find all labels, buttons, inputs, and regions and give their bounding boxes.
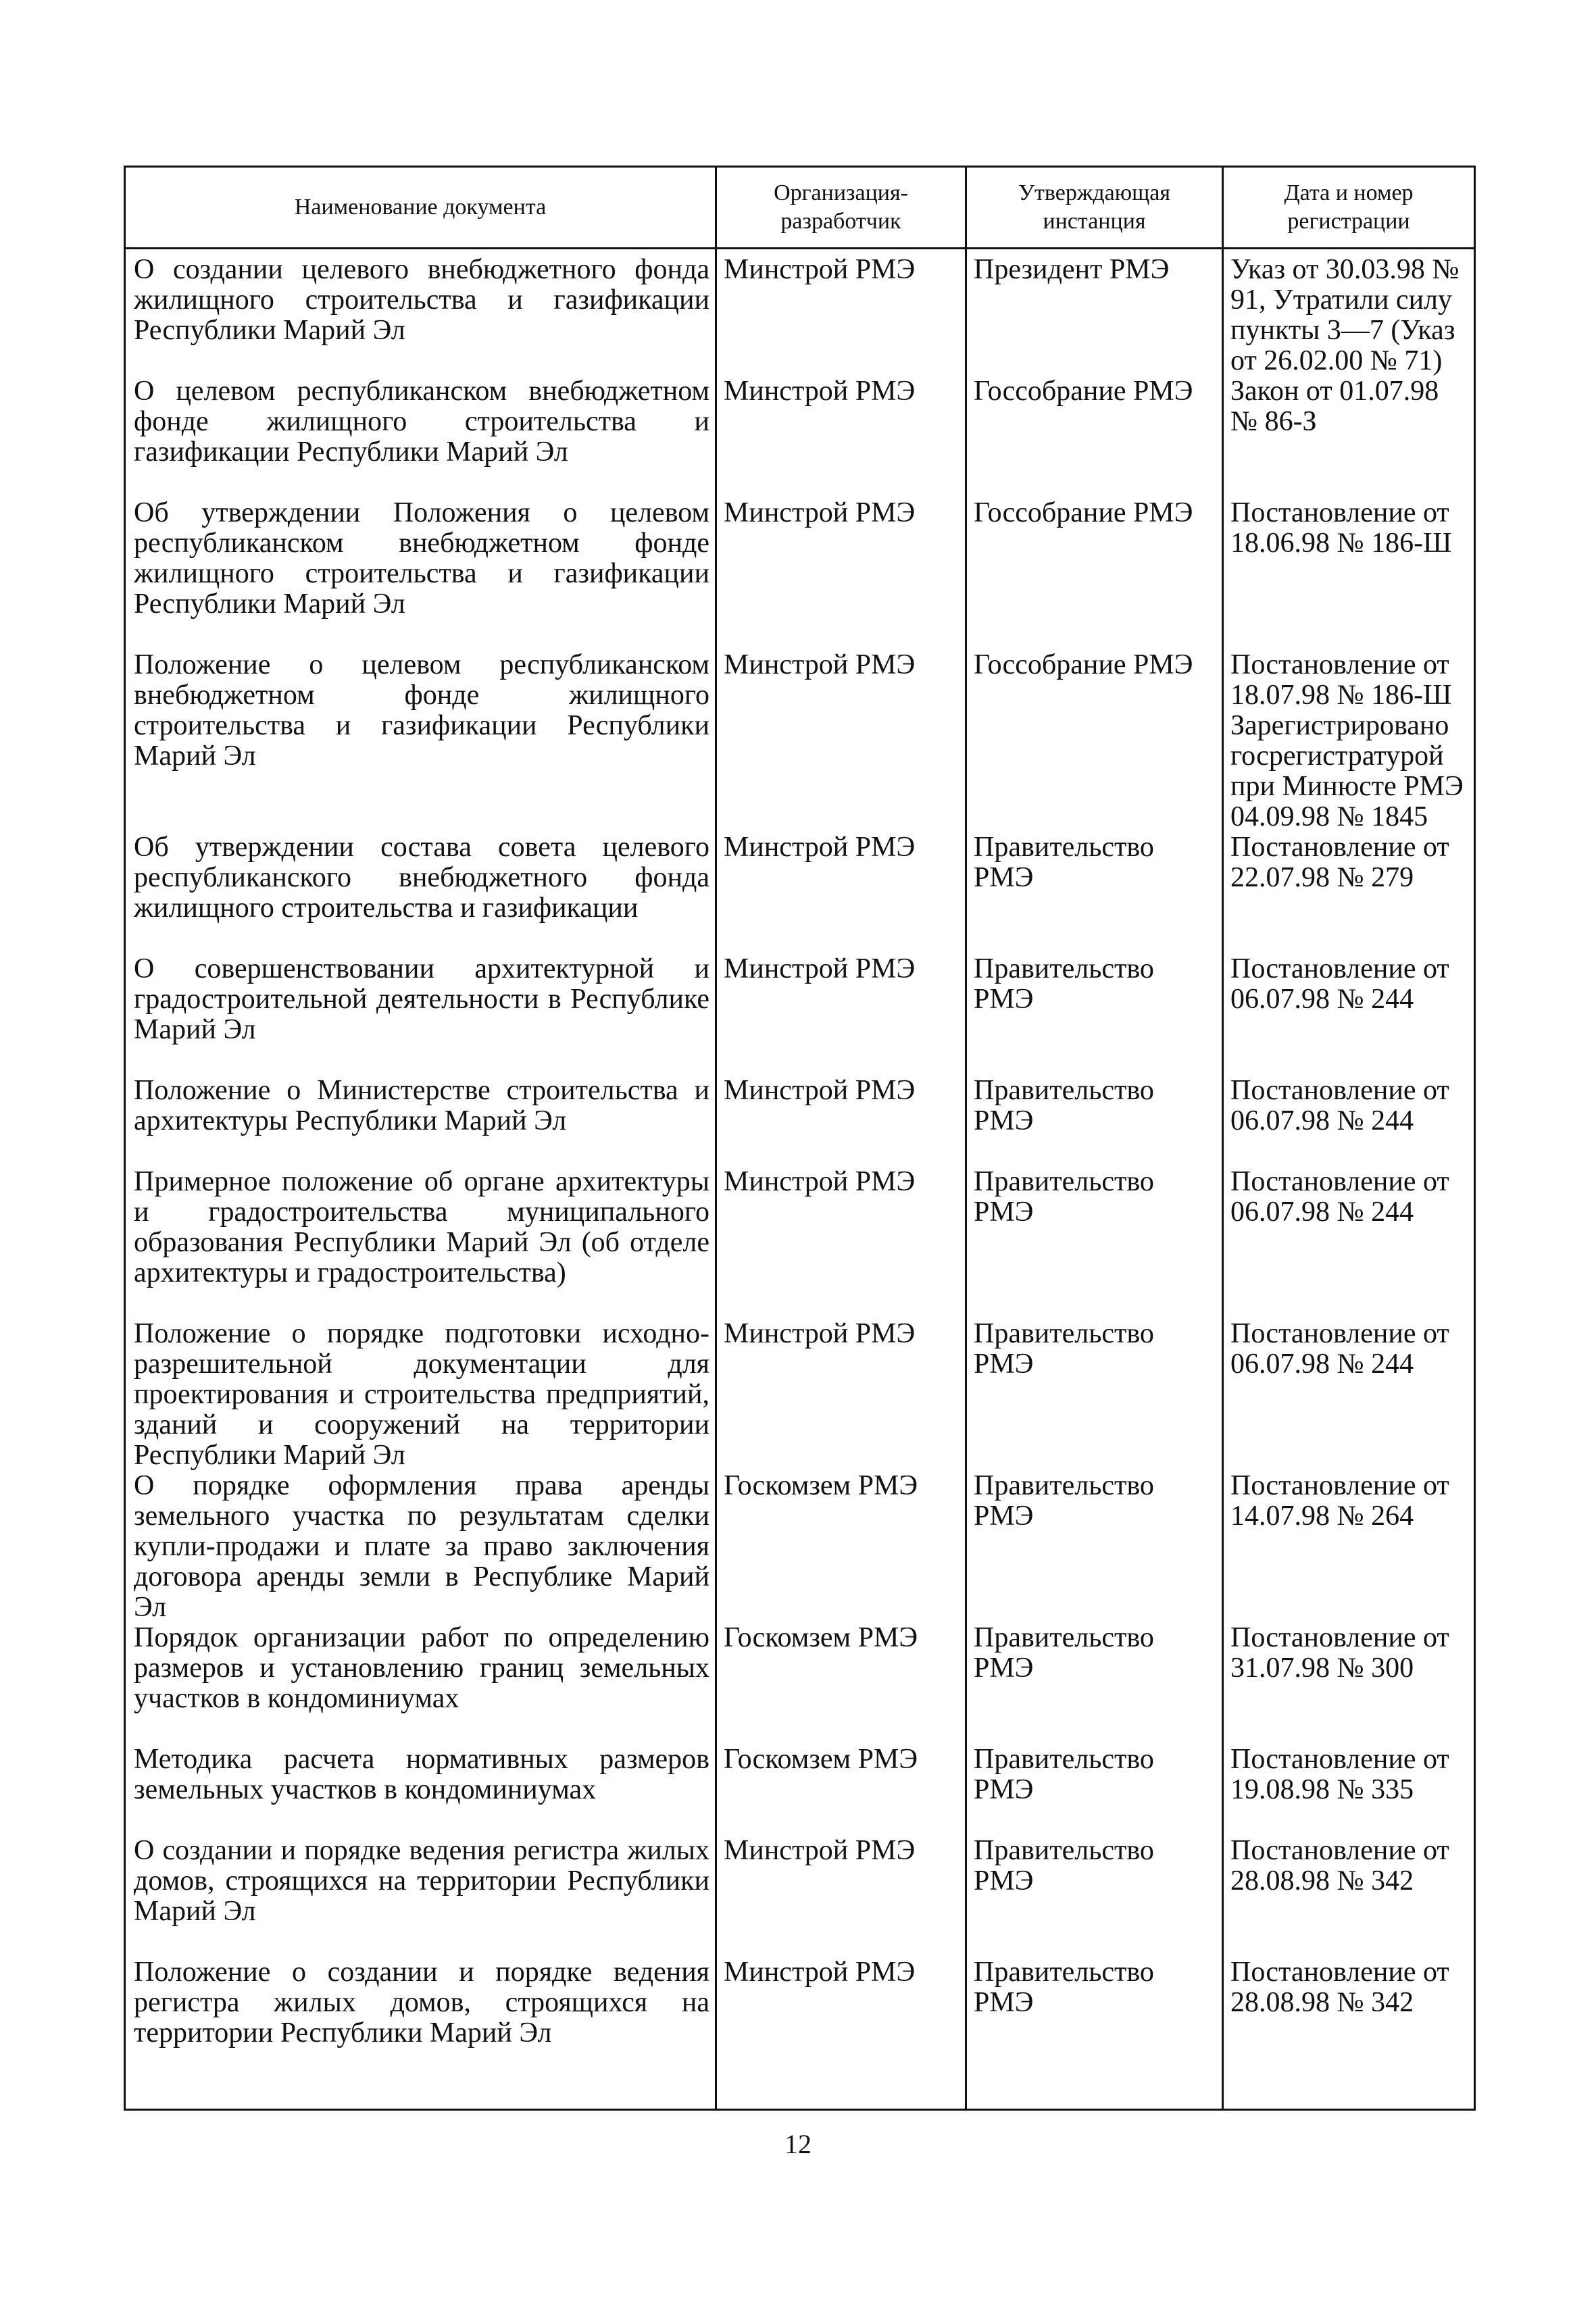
header-document-name: Наименование документа <box>125 167 716 249</box>
developer-org-cell: Госкомзем РМЭ <box>716 1471 966 1623</box>
header-approving-authority: Утверждающая инстанция <box>966 167 1223 249</box>
registration-date-cell: Постановление от 31.07.98 № 300 <box>1223 1623 1475 1744</box>
table-row <box>125 498 1475 650</box>
document-name-cell: О целевом республиканском внебюджетном фонде жилищного строительства и газификации Республики Марий Эл <box>125 376 716 498</box>
approving-authority-cell: Президент РМЭ <box>966 249 1223 377</box>
developer-org-cell: Минстрой РМЭ <box>716 650 966 832</box>
table-row <box>125 954 1475 1076</box>
table-row <box>125 249 1475 377</box>
registration-date-cell: Постановление от 06.07.98 № 244 <box>1223 1167 1475 1319</box>
document-name-cell: Положение о целевом республиканском внебюджетном фонде жилищного строительства и газификации Республики Марий Эл <box>125 650 716 832</box>
developer-org-cell: Минстрой РМЭ <box>716 832 966 954</box>
registration-date-cell: Закон от 01.07.98 № 86-З <box>1223 376 1475 498</box>
document-name-cell: Примерное положение об органе архитектуры и градостроительства муниципального образования Республики Марий Эл (об отделе архитектуры и градостроительства) <box>125 1167 716 1319</box>
table-header-row <box>125 167 1475 249</box>
registration-date-cell: Постановление от 28.08.98 № 342 <box>1223 1957 1475 2109</box>
developer-org-cell: Минстрой РМЭ <box>716 1167 966 1319</box>
documents-table <box>124 166 1476 2111</box>
developer-org-cell: Минстрой РМЭ <box>716 954 966 1076</box>
developer-org-cell: Минстрой РМЭ <box>716 249 966 377</box>
developer-org-cell: Госкомзем РМЭ <box>716 1744 966 1836</box>
table-row <box>125 1471 1475 1623</box>
page-number: 12 <box>784 2129 812 2159</box>
approving-authority-cell: Правительство РМЭ <box>966 1744 1223 1836</box>
document-name-cell: Положение о создании и порядке ведения регистра жилых домов, строящихся на территории Республики Марий Эл <box>125 1957 716 2109</box>
table-row <box>125 376 1475 498</box>
document-name-cell: Об утверждении Положения о целевом республиканском внебюджетном фонде жилищного строительства и газификации Республики Марий Эл <box>125 498 716 650</box>
approving-authority-cell: Госсобрание РМЭ <box>966 650 1223 832</box>
developer-org-cell: Минстрой РМЭ <box>716 1319 966 1471</box>
registration-date-cell: Постановление от 14.07.98 № 264 <box>1223 1471 1475 1623</box>
registration-date-cell: Постановление от 28.08.98 № 342 <box>1223 1836 1475 1957</box>
document-name-cell: О создании целевого внебюджетного фонда жилищного строительства и газификации Республики Марий Эл <box>125 249 716 377</box>
table-row <box>125 1167 1475 1319</box>
approving-authority-cell: Правительство РМЭ <box>966 1076 1223 1167</box>
registration-date-cell: Указ от 30.03.98 № 91, Утратили силу пункты 3—7 (Указ от 26.02.00 № 71) <box>1223 249 1475 377</box>
registration-date-cell: Постановление от 18.06.98 № 186-Ш <box>1223 498 1475 650</box>
registration-date-cell: Постановление от 06.07.98 № 244 <box>1223 954 1475 1076</box>
approving-authority-cell: Правительство РМЭ <box>966 1623 1223 1744</box>
approving-authority-cell: Правительство РМЭ <box>966 1319 1223 1471</box>
document-name-cell: Об утверждении состава совета целевого республиканского внебюджетного фонда жилищного строительства и газификации <box>125 832 716 954</box>
developer-org-cell: Минстрой РМЭ <box>716 1957 966 2109</box>
table-row <box>125 1076 1475 1167</box>
table-row <box>125 650 1475 832</box>
registration-date-cell: Постановление от 06.07.98 № 244 <box>1223 1319 1475 1471</box>
developer-org-cell: Минстрой РМЭ <box>716 498 966 650</box>
developer-org-cell: Госкомзем РМЭ <box>716 1623 966 1744</box>
approving-authority-cell: Правительство РМЭ <box>966 1167 1223 1319</box>
registration-date-cell: Постановление от 18.07.98 № 186-Ш Зарегистрировано госрегистратурой при Минюсте РМЭ 04.09.98 № 1845 <box>1223 650 1475 832</box>
document-name-cell: О порядке оформления права аренды земельного участка по результатам сделки купли-продажи и плате за право заключения договора аренды земли в Республике Марий Эл <box>125 1471 716 1623</box>
table-row <box>125 832 1475 954</box>
document-name-cell: Положение о порядке подготовки исходно-разрешительной документации для проектирования и строительства предприятий, зданий и сооружений на территории Республики Марий Эл <box>125 1319 716 1471</box>
table-row <box>125 1836 1475 1957</box>
table-row <box>125 1623 1475 1744</box>
developer-org-cell: Минстрой РМЭ <box>716 376 966 498</box>
approving-authority-cell: Правительство РМЭ <box>966 954 1223 1076</box>
approving-authority-cell: Правительство РМЭ <box>966 1836 1223 1957</box>
registration-date-cell: Постановление от 22.07.98 № 279 <box>1223 832 1475 954</box>
document-name-cell: О создании и порядке ведения регистра жилых домов, строящихся на территории Республики Марий Эл <box>125 1836 716 1957</box>
approving-authority-cell: Госсобрание РМЭ <box>966 376 1223 498</box>
document-name-cell: О совершенствовании архитектурной и градостроительной деятельности в Республике Марий Эл <box>125 954 716 1076</box>
table-row <box>125 1957 1475 2109</box>
table-row <box>125 1319 1475 1471</box>
approving-authority-cell: Госсобрание РМЭ <box>966 498 1223 650</box>
developer-org-cell: Минстрой РМЭ <box>716 1076 966 1167</box>
header-registration-date: Дата и номер регистрации <box>1223 167 1475 249</box>
approving-authority-cell: Правительство РМЭ <box>966 1957 1223 2109</box>
approving-authority-cell: Правительство РМЭ <box>966 1471 1223 1623</box>
approving-authority-cell: Правительство РМЭ <box>966 832 1223 954</box>
developer-org-cell: Минстрой РМЭ <box>716 1836 966 1957</box>
header-developer-org: Организация- разработчик <box>716 167 966 249</box>
registration-date-cell: Постановление от 19.08.98 № 335 <box>1223 1744 1475 1836</box>
registration-date-cell: Постановление от 06.07.98 № 244 <box>1223 1076 1475 1167</box>
document-name-cell: Порядок организации работ по определению размеров и установлению границ земельных участков в кондоминиумах <box>125 1623 716 1744</box>
document-name-cell: Положение о Министерстве строительства и архитектуры Республики Марий Эл <box>125 1076 716 1167</box>
document-name-cell: Методика расчета нормативных размеров земельных участков в кондоминиумах <box>125 1744 716 1836</box>
table-row <box>125 1744 1475 1836</box>
